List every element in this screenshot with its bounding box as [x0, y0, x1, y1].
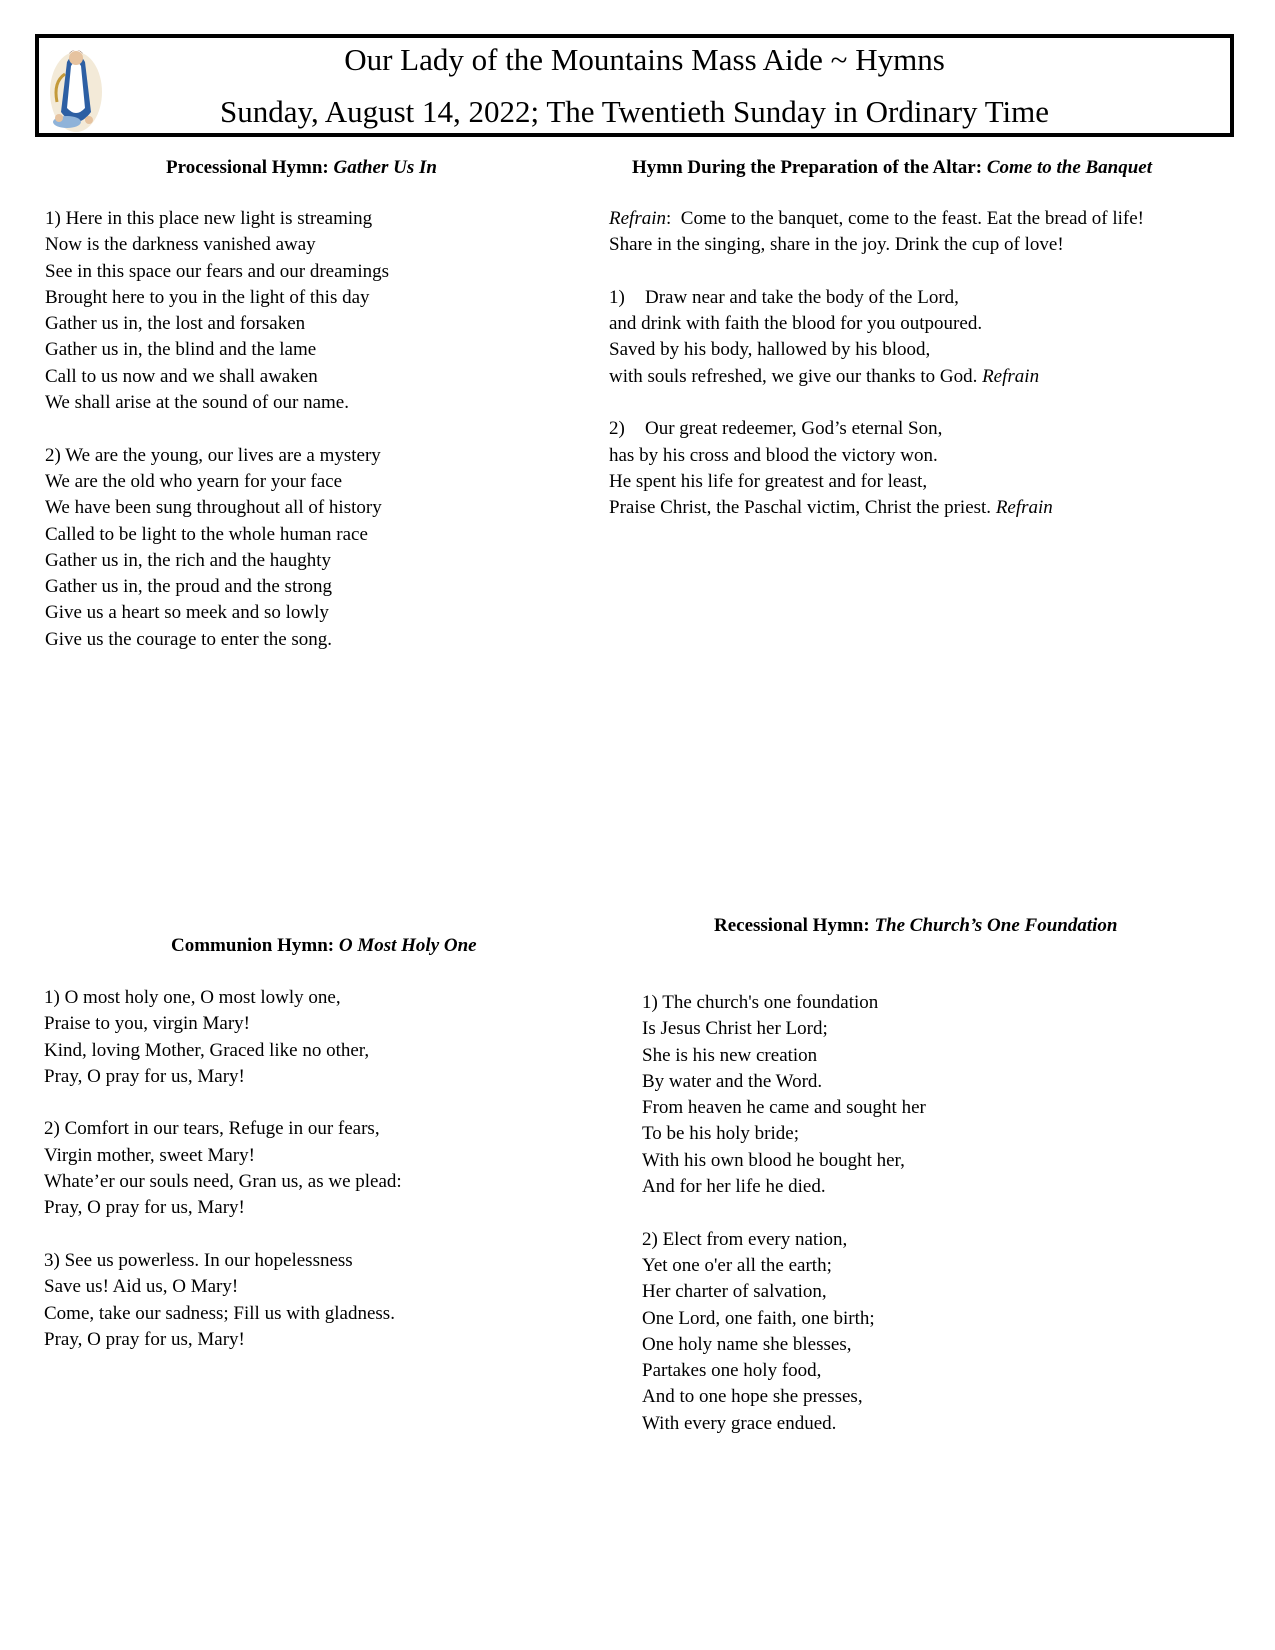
preparation-lyrics — [609, 206, 1144, 522]
lyric-line: By water and the Word. — [642, 1070, 823, 1092]
lyric-line: We shall arise at the sound of our name. — [45, 392, 349, 414]
lyric-line: Gather us in, the proud and the strong — [45, 576, 333, 598]
lyric-line: Called to be light to the whole human race — [45, 523, 368, 545]
lyric-line: She is his new creation — [642, 1044, 818, 1066]
page-title: Our Lady of the Mountains Mass Aide ~ Hymns — [344, 42, 945, 77]
recessional-lyrics — [642, 990, 926, 1437]
lyric-line: Now is the darkness vanished away — [45, 234, 316, 256]
preparation-title: Come to the Banquet — [986, 157, 1153, 178]
lyric-line: From heaven he came and sought her — [642, 1097, 926, 1119]
lyric-line: Virgin mother, sweet Mary! — [44, 1144, 255, 1166]
lyric-line: Come, take our sadness; Fill us with gladness. — [44, 1302, 395, 1324]
lyric-line: 1) The church's one foundation — [642, 992, 879, 1013]
lyric-line: Praise to you, virgin Mary! — [44, 1013, 250, 1035]
lyric-line: 2) Elect from every nation, — [642, 1228, 848, 1250]
header-box — [35, 34, 1234, 137]
communion-lyrics — [44, 985, 402, 1353]
lyric-line: 2) Comfort in our tears, Refuge in our fears, — [44, 1118, 380, 1140]
lyric-line: and drink with faith the blood for you outpoured. — [609, 313, 983, 335]
preparation-label: Hymn During the Preparation of the Altar: — [632, 157, 983, 178]
recessional-label: Recessional Hymn: — [714, 915, 870, 936]
lyric-line: Whate’er our souls need, Gran us, as we plead: — [44, 1171, 402, 1193]
lyric-line: Gather us in, the lost and forsaken — [45, 313, 306, 335]
lyric-line: To be his holy bride; — [642, 1123, 799, 1145]
processional-label: Processional Hymn: — [166, 157, 329, 178]
lyric-line: And for her life he died. — [642, 1176, 826, 1198]
communion-label: Communion Hymn: — [171, 935, 335, 956]
lyric-line: With every grace endued. — [642, 1412, 837, 1434]
page-subtitle: Sunday, August 14, 2022; The Twentieth Sunday in Ordinary Time — [219, 94, 1050, 129]
refrain-label: Refrain — [609, 208, 666, 229]
recessional-title: The Church’s One Foundation — [874, 915, 1118, 936]
lyric-line: Gather us in, the rich and the haughty — [45, 549, 331, 571]
lyric-line: Brought here to you in the light of this day — [45, 286, 370, 308]
lyric-line: We are the old who yearn for your face — [45, 470, 343, 492]
lyric-line: Pray, O pray for us, Mary! — [44, 1197, 245, 1219]
lyric-line: Give us the courage to enter the song. — [45, 628, 333, 650]
lyric-line: 1) O most holy one, O most lowly one, — [44, 987, 341, 1008]
lyric-line: 1) Draw near and take the body of the Lord, — [609, 285, 1144, 311]
lyric-line: And to one hope she presses, — [642, 1386, 863, 1408]
lyric-line: One Lord, one faith, one birth; — [642, 1307, 875, 1329]
communion-heading — [171, 934, 477, 958]
lyric-line: Pray, O pray for us, Mary! — [44, 1328, 245, 1350]
lyric-line: Is Jesus Christ her Lord; — [642, 1018, 828, 1040]
verse-number: 2) — [609, 418, 625, 440]
processional-heading — [166, 156, 437, 180]
lyric-line: With his own blood he bought her, — [642, 1149, 905, 1171]
recessional-heading — [714, 914, 1117, 938]
lyric-line: Pray, O pray for us, Mary! — [44, 1065, 245, 1087]
verse-number: 1) — [609, 286, 625, 308]
lyric-line: Partakes one holy food, — [642, 1360, 822, 1382]
processional-title: Gather Us In — [333, 157, 437, 178]
communion-title: O Most Holy One — [338, 935, 477, 956]
lyric-line: Saved by his body, hallowed by his blood, — [609, 339, 931, 361]
lyric-line: We have been sung throughout all of history — [45, 497, 382, 519]
lyric-line: Call to us now and we shall awaken — [45, 365, 318, 387]
lyric-line: Kind, loving Mother, Graced like no other, — [44, 1039, 370, 1061]
processional-lyrics — [45, 206, 389, 653]
lyric-line: He spent his life for greatest and for least, — [609, 470, 928, 492]
refrain-tag: Refrain — [995, 497, 1053, 519]
preparation-heading — [632, 156, 1152, 180]
lyric-line: One holy name she blesses, — [642, 1333, 852, 1355]
refrain-line: Share in the singing, share in the joy. Drink the cup of love! — [609, 234, 1064, 256]
lyric-line: 2) We are the young, our lives are a mystery — [45, 444, 381, 466]
lyric-line: Save us! Aid us, O Mary! — [44, 1276, 239, 1298]
lyric-line: Her charter of salvation, — [642, 1281, 827, 1303]
refrain-line: Refrain: Come to the banquet, come to the feast. Eat the bread of life! — [609, 208, 1144, 229]
lyric-line: See in this space our fears and our dreamings — [45, 260, 390, 282]
lyric-line: Gather us in, the blind and the lame — [45, 339, 317, 361]
lyric-line: has by his cross and blood the victory won. — [609, 444, 938, 466]
refrain-tag: Refrain — [982, 365, 1040, 387]
lyric-line: Praise Christ, the Paschal victim, Christ the priest. Refrain — [609, 497, 1053, 519]
lyric-line: with souls refreshed, we give our thanks to God. Refrain — [609, 365, 1040, 387]
lyric-line: 2) Our great redeemer, God’s eternal Son, — [609, 416, 1144, 442]
lyric-line: 3) See us powerless. In our hopelessness — [44, 1249, 353, 1271]
lyric-line: 1) Here in this place new light is streaming — [45, 208, 373, 229]
lyric-line: Yet one o'er all the earth; — [642, 1254, 832, 1276]
lyric-line: Give us a heart so meek and so lowly — [45, 602, 329, 624]
